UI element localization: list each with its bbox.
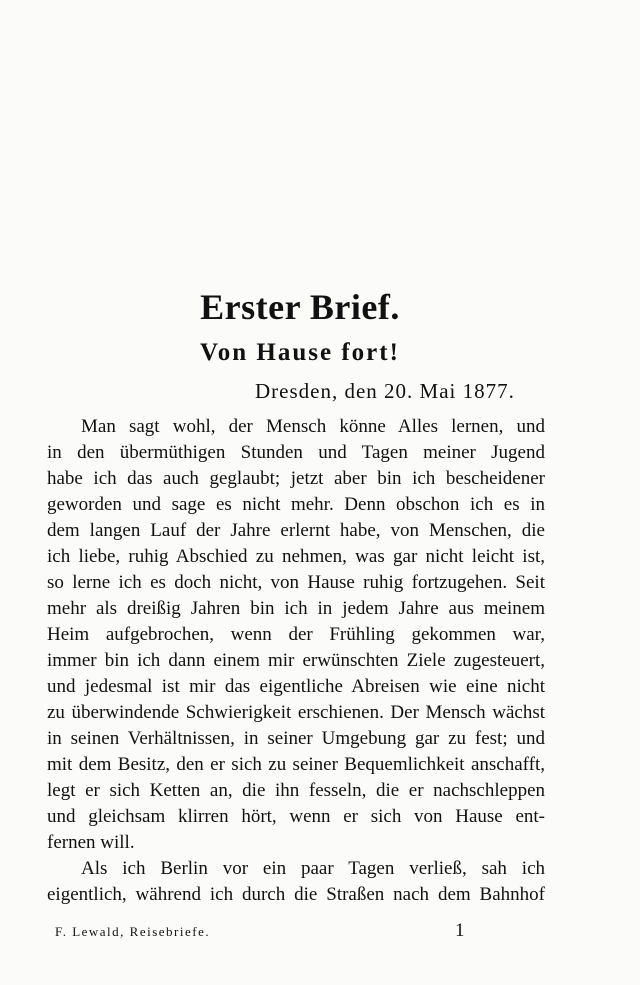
- text-line: ich liebe, ruhig Abschied zu nehmen, was gar nicht leicht ist,: [47, 546, 545, 567]
- chapter-title: Erster Brief.: [200, 287, 400, 327]
- paragraph-1: [47, 414, 545, 856]
- paragraph-2: [47, 856, 545, 908]
- text-line: so lerne ich es doch nicht, von Hause ruhig fortzugehen. Seit: [47, 572, 545, 593]
- text-line: fernen will.: [47, 832, 135, 853]
- text-line: immer bin ich dann einem mir erwünschten Ziele zugesteuert,: [47, 650, 545, 671]
- text-line: und jedesmal ist mir das eigentliche Abreisen wie eine nicht: [47, 676, 545, 697]
- text-line: in seinen Verhältnissen, in seiner Umgebung gar zu fest; und: [47, 728, 545, 749]
- dateline: Dresden, den 20. Mai 1877.: [255, 379, 515, 403]
- text-line: habe ich das auch geglaubt; jetzt aber bin ich bescheidener: [47, 468, 545, 489]
- text-line: mehr als dreißig Jahren bin ich in jedem Jahre aus meinem: [47, 598, 545, 619]
- text-line: geworden und sage es nicht mehr. Denn obschon ich es in: [47, 494, 545, 515]
- text-line: Heim aufgebrochen, wenn der Frühling gekommen war,: [47, 624, 545, 645]
- text-line: Man sagt wohl, der Mensch könne Alles lernen, und: [81, 416, 545, 437]
- text-line: mit dem Besitz, den er sich zu seiner Bequemlichkeit anschafft,: [47, 754, 545, 775]
- text-line: in den übermüthigen Stunden und Tagen meiner Jugend: [47, 442, 545, 463]
- body-text: [47, 414, 545, 908]
- chapter-subtitle: Von Hause fort!: [200, 339, 400, 366]
- text-line: und gleichsam klirren hört, wenn er sich von Hause ent-: [47, 806, 545, 827]
- text-line: eigentlich, während ich durch die Straßen nach dem Bahnhof: [47, 884, 545, 905]
- text-line: zu überwindende Schwierigkeit erschienen. Der Mensch wächst: [47, 702, 545, 723]
- page-number: 1: [455, 920, 465, 941]
- text-line: legt er sich Ketten an, die ihn fesseln, die er nachschleppen: [47, 780, 545, 801]
- text-line: dem langen Lauf der Jahre erlernt habe, von Menschen, die: [47, 520, 545, 541]
- footer-signature: F. Lewald, Reisebriefe.: [55, 924, 211, 939]
- text-line: Als ich Berlin vor ein paar Tagen verließ, sah ich: [81, 858, 545, 879]
